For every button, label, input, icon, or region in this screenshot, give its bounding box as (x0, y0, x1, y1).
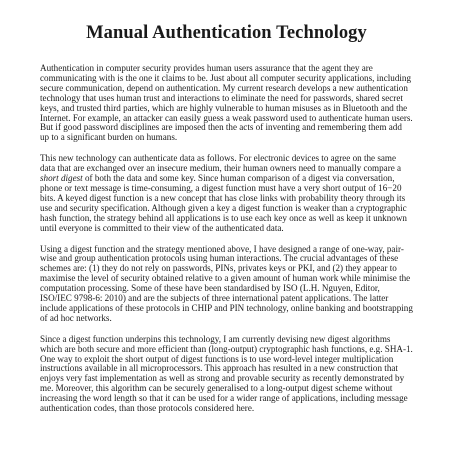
paragraph-technology (40, 154, 413, 233)
paragraph-protocols (40, 245, 413, 324)
paragraph-algorithms (40, 335, 413, 414)
paragraph-technology-text-end: of both the data and some key. Since human comparison of a digest via conversation, phone or text message is time-consuming, a digest function must have a very short output of 16−20 bits. A keyed digest function is a new concept that has close links with probability theory through its use and security specification. Although given a key a digest function is weaker than a cryptographic hash function, the strategy behind all applications is to use each key once as well as keep it unknown until everyone is committed to their view of the authenticated data. (40, 173, 407, 233)
paragraph-technology-text-start: This new technology can authenticate data as follows. For electronic devices to agree on the same data that are exchanged over an insecure medium, their human owners need to manually compare a (40, 153, 402, 174)
paragraph-protocols-text: Using a digest function and the strategy mentioned above, I have designed a range of one-way, pair-wise and group authentication protocols using human interactions. The crucial advantages of these schemes are: (1) they do not rely on passwords, PINs, privates keys or PKI, and (2) they appear to maximise the level of security obtained relative to a given amount of human work while minimise the computation processing. Some of these have been standardised by ISO (L.H. Nguyen, Editor, ISO/IEC 9798-6: 2010) and are the subjects of three international patent applications. The latter include applications of these protocols in CHIP and PIN technology, online banking and bootstrapping of ad hoc networks. (40, 243, 413, 323)
document-page (40, 22, 413, 425)
document-title: Manual Authentication Technology (86, 23, 367, 43)
short-digest-emphasis: short digest (40, 173, 83, 184)
paragraph-intro-text: Authentication in computer security provides human users assurance that the agent they are communicating with is the one it claims to be. Just about all computer security applications, including secure communication, depend on authentication. My current research develops a new authentication technology that uses human trust and interactions to eliminate the need for passwords, shared secret keys, and trusted third parties, which are highly vulnerable to human misuses as in Bluetooth and the Internet. For example, an attacker can easily guess a weak password used to authenticate human users. But if good password disciplines are imposed then the acts of inventing and remembering them add up to a significant burden on humans. (40, 63, 413, 143)
paragraph-intro (40, 64, 413, 143)
paragraph-algorithms-text: Since a digest function underpins this technology, I am currently devising new digest algorithms which are both secure and more efficient than (long-output) cryptographic hash functions, e.g. SHA-1. One way to exploit the short output of digest functions is to use word-level integer multiplication instructions available in all microprocessors. This approach has resulted in a new construction that enjoys very fast implementation as well as strong and provable security as recently demonstrated by me. Moreover, this algorithm can be securely generalised to a long-output digest scheme without increasing the word length so that it can be used for a wider range of applications, including message authentication codes, than those protocols considered here. (40, 333, 413, 414)
